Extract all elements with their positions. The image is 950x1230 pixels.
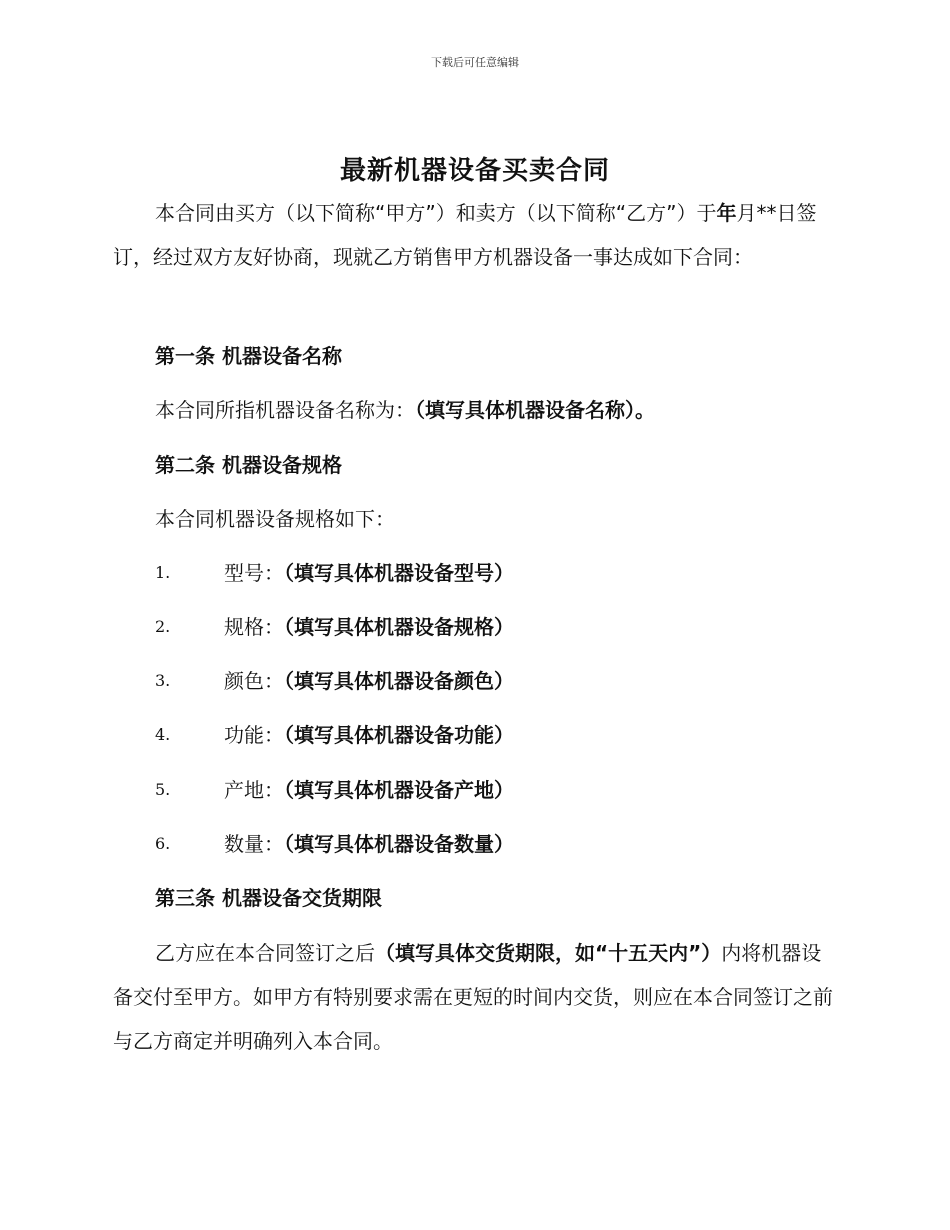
list-number: 6. [155,834,171,853]
spec-placeholder: （填写具体机器设备颜色） [284,669,514,693]
list-number: 5. [155,780,171,799]
list-number: 3. [155,671,171,690]
article-3-text-end: 内将机器设备交付至甲方。如甲方有特别要求需在更短的时间内交货，则应在本合同签订之前与乙方商定并明确列入本合同。 [113,941,833,1053]
article-1-placeholder: （填写具体机器设备名称）。 [415,398,655,422]
article-1-body: 本合同所指机器设备名称为： [155,398,415,422]
spec-placeholder: （填写具体机器设备数量） [284,832,514,856]
spec-label: 产地： [224,778,284,802]
spec-label: 数量： [224,832,284,856]
intro-text-end: 月**日签订，经过双方友好协商，现就乙方销售甲方机器设备一事达成如下合同： [113,201,817,269]
header-note: 下载后可任意编辑 [431,56,519,69]
document-title: 最新机器设备买卖合同 [339,156,610,186]
article-3-placeholder: （填写具体交货期限，如“十五天内”） [375,941,722,965]
spec-placeholder: （填写具体机器设备规格） [284,615,514,639]
intro-text-start: 本合同由买方（以下简称“甲方”）和卖方（以下简称“乙方”）于 [155,201,717,225]
article-3-text-start: 乙方应在本合同签订之后 [155,941,375,965]
intro-year: 年 [716,201,737,225]
spec-label: 颜色： [224,669,284,693]
spec-label: 规格： [224,615,284,639]
spec-item-label [224,720,514,750]
spec-item-label [224,829,514,859]
list-number: 2. [155,617,171,636]
spec-placeholder: （填写具体机器设备功能） [284,723,514,747]
spec-item-label [224,558,514,588]
article-2-heading: 第二条 机器设备规格 [155,453,342,477]
spec-item-label [224,612,514,642]
spec-item-label [224,666,514,696]
list-number: 4. [155,725,171,744]
spec-placeholder: （填写具体机器设备产地） [284,778,514,802]
article-3-heading: 第三条 机器设备交货期限 [155,886,382,910]
spec-label: 功能： [224,723,284,747]
article-2-text: 本合同机器设备规格如下： [155,507,395,531]
list-number: 1. [155,563,171,582]
spec-placeholder: （填写具体机器设备型号） [284,561,514,585]
article-1-text [155,395,655,425]
spec-label: 型号： [224,561,284,585]
intro-paragraph [113,191,833,279]
article-3-paragraph [113,931,833,1063]
article-1-heading: 第一条 机器设备名称 [155,344,342,368]
spec-item-label [224,775,514,805]
